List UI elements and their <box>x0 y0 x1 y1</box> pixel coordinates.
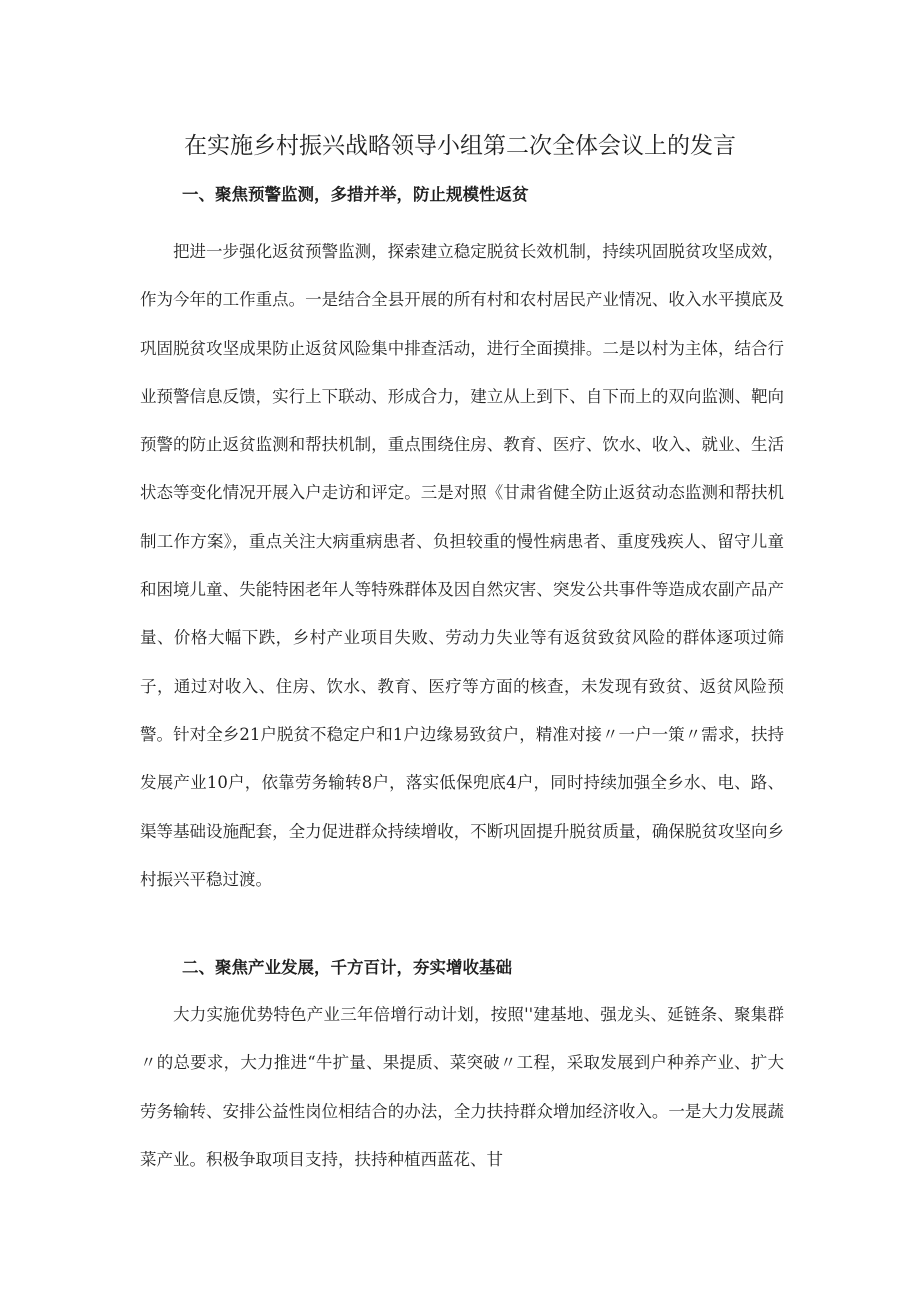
section-heading-1: 一、聚焦预警监测，多措并举，防止规模性返贫 <box>182 185 529 204</box>
document-title: 在实施乡村振兴战略领导小组第二次全体会议上的发言 <box>184 133 736 159</box>
section-paragraph-1: 把进一步强化返贫预警监测，探索建立稳定脱贫长效机制，持续巩固脱贫攻坚成效，作为今年的工作重点。一是结合全县开展的所有村和农村居民产业情况、收入水平摸底及巩固脱贫攻坚成果防止返贫风险集中排查活动，进行全面摸排。二是以村为主体，结合行业预警信息反馈，实行上下联动、形成合力，建立从上到下、自下而上的双向监测、靶向预警的防止返贫监测和帮扶机制，重点围绕住房、教育、医疗、饮水、收入、就业、生活状态等变化情况开展入户走访和评定。三是对照《甘肃省健全防止返贫动态监测和帮扶机制工作方案》，重点关注大病重病患者、负担较重的慢性病患者、重度残疾人、留守儿童和困境儿童、失能特困老年人等特殊群体及因自然灾害、突发公共事件等造成农副产品产量、价格大幅下跌，乡村产业项目失败、劳动力失业等有返贫致贫风险的群体逐项过筛子，通过对收入、住房、饮水、教育、医疗等方面的核查，未发现有致贫、返贫风险预警。针对全乡21户脱贫不稳定户和1户边缘易致贫户，精准对接〃一户一策〃需求，扶持发展产业10户，依靠劳务输转8户，落实低保兜底4户，同时持续加强全乡水、电、路、渠等基础设施配套，全力促进群众持续增收，不断巩固提升脱贫质量，确保脱贫攻坚向乡村振兴平稳过渡。 <box>140 242 784 889</box>
section-heading-2: 二、聚焦产业发展，千方百计，夯实增收基础 <box>182 958 512 977</box>
section-paragraph-2: 大力实施优势特色产业三年倍增行动计划，按照''建基地、强龙头、延链条、聚集群〃的总要求，大力推进“牛扩量、果提质、菜突破〃工程，采取发展到户种养产业、扩大劳务输转、安排公益性岗位相结合的办法，全力扶持群众增加经济收入。一是大力发展蔬菜产业。积极争取项目支持，扶持种植西蓝花、甘 <box>140 1005 784 1169</box>
